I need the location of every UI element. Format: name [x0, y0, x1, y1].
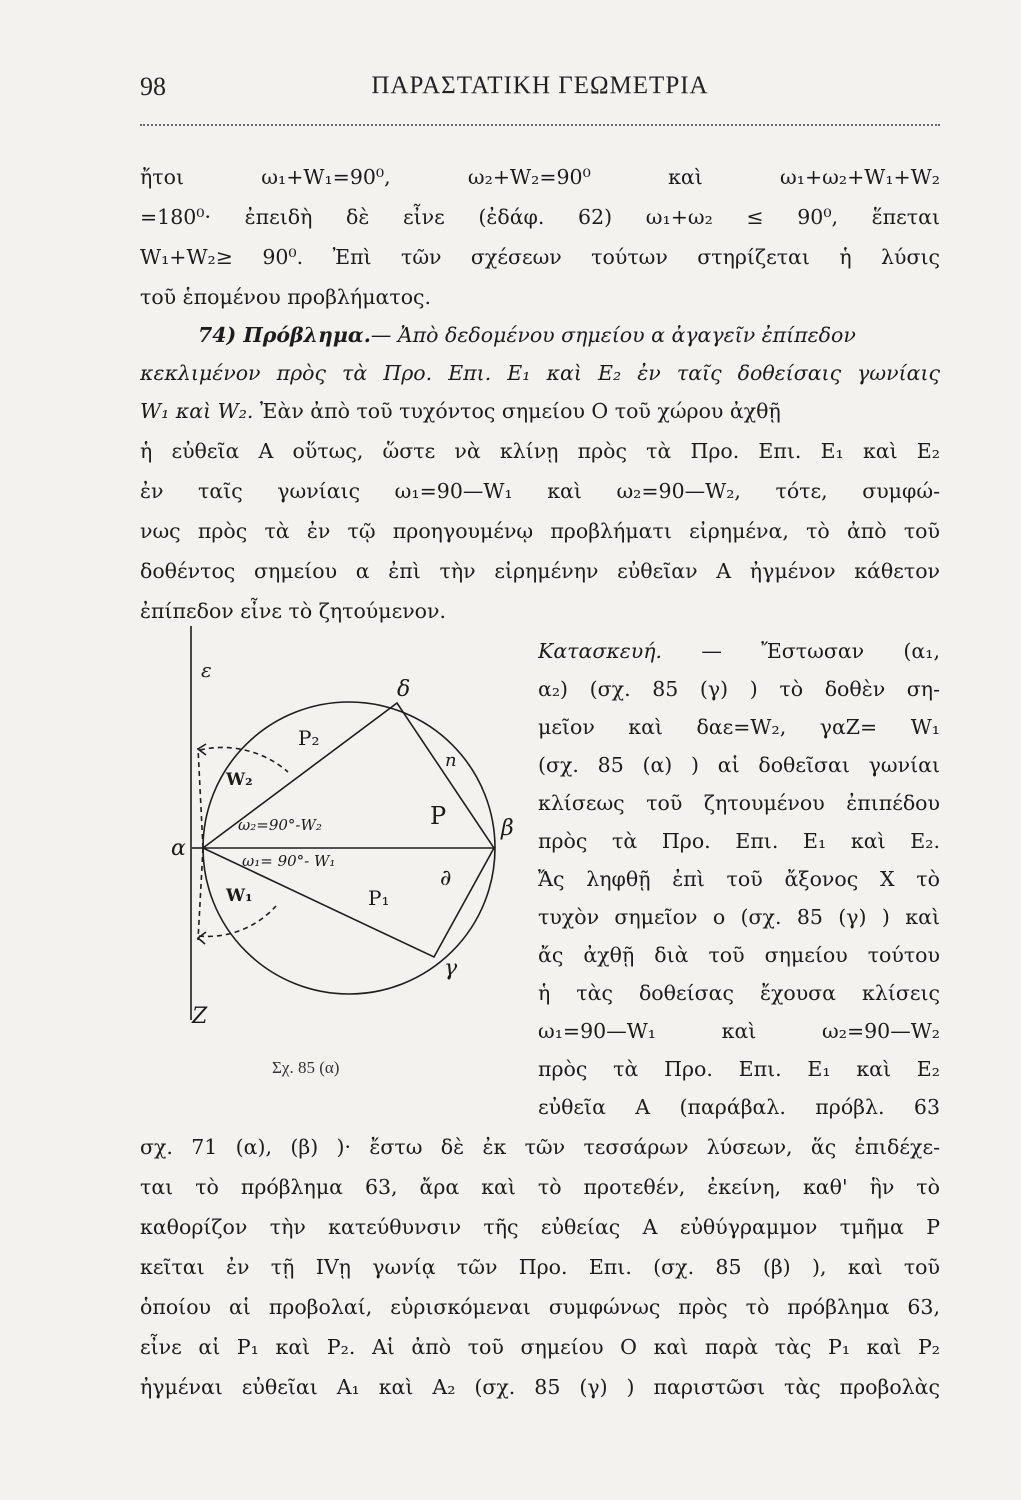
body-line: τοῦ ἑπομένου προβλήματος.	[140, 285, 432, 309]
label-w2: W₂	[226, 770, 253, 790]
arc	[199, 906, 276, 936]
body-line: εἶνε αἱ P₁ καὶ P₂. Αἱ ἀπὸ τοῦ σημείου Ο καὶ παρὰ τὰς P₁ καὶ P₂	[140, 1335, 940, 1359]
body-line: ἡ εὐθεῖα Α οὕτως, ὥστε νὰ κλίνῃ πρὸς τὰ Προ. Επι. E₁ καὶ E₂	[140, 439, 940, 463]
body-line: ται τὸ πρόβλημα 63, ἄρα καὶ τὸ προτεθέν, ἐκείνη, καθ' ἣν τὸ	[140, 1175, 940, 1199]
problem-heading: 74) Πρόβλημα.	[198, 323, 371, 347]
side-line: ἡ τὰς δοθείσας ἔχουσα κλίσεις	[538, 981, 940, 1005]
side-line: Ἄς ληφθῇ ἐπὶ τοῦ ἄξονος Χ τὸ	[538, 867, 940, 891]
dashed-line	[198, 748, 203, 848]
problem-text-end: W₁ καὶ W₂.	[140, 399, 254, 423]
side-line: εὐθεῖα Α (παράβαλ. πρόβλ. 63	[538, 1095, 940, 1119]
problem-line-mixed	[140, 394, 940, 428]
dashed-line	[198, 848, 203, 940]
side-line: α₂) (σχ. 85 (γ) ) τὸ δοθὲν ση-	[538, 677, 940, 701]
side-line: κλίσεως τοῦ ζητουμένου ἐπιπέδου	[538, 791, 940, 815]
label-alpha: α	[171, 836, 186, 861]
label-n: n	[445, 750, 457, 771]
label-epsilon: ε	[201, 658, 212, 682]
body-line: κεῖται ἐν τῇ IVῃ γωνίᾳ τῶν Προ. Επι. (σχ. 85 (β) ), καὶ τοῦ	[140, 1255, 940, 1279]
label-z: Z	[192, 1004, 208, 1029]
body-line: ἐπίπεδον εἶνε τὸ ζητούμενον.	[140, 599, 446, 623]
body-line: νως πρὸς τὰ ἐν τῷ προηγουμένῳ προβλήματι εἰρημένα, τὸ ἀπὸ τοῦ	[140, 519, 940, 543]
body-line: W₁+W₂≥ 90⁰. Ἐπὶ τῶν σχέσεων τούτων στηρίζεται ἡ λύσις	[140, 245, 940, 269]
body-line: καθορίζον τὴν κατεύθυνσιν τῆς εὐθείας Α εὐθύγραμμον τμῆμα P	[140, 1215, 940, 1239]
label-gamma: γ	[444, 956, 458, 981]
header-rule	[140, 124, 940, 126]
arrow	[198, 932, 206, 944]
problem-statement-line	[140, 318, 940, 352]
body-line: ἐν ταῖς γωνίαις ω₁=90—W₁ καὶ ω₂=90—W₂, τότε, συμφώ-	[140, 479, 940, 503]
side-line: (σχ. 85 (α) ) αἱ δοθεῖσαι γωνίαι	[538, 753, 940, 777]
body-line: =180⁰· ἐπειδὴ δὲ εἶνε (ἐδάφ. 62) ω₁+ω₂ ≤ 90⁰, ἕπεται	[140, 205, 940, 229]
body-text: Ἐὰν ἀπὸ τοῦ τυχόντος σημείου Ο τοῦ χώρου ἀχθῇ	[259, 399, 781, 423]
label-beta: β	[501, 816, 514, 841]
label-theta: ∂	[440, 866, 452, 891]
construction-text: — Ἔστωσαν (α₁,	[701, 639, 940, 663]
side-line: πρὸς τὰ Προ. Επι. E₁ καὶ E₂.	[538, 829, 940, 853]
side-line: ἄς ἀχθῇ διὰ τοῦ σημείου τούτου	[538, 943, 940, 967]
label-p2: P₂	[298, 726, 320, 750]
label-p1: P₁	[368, 886, 390, 910]
side-line: τυχὸν σημεῖον ο (σχ. 85 (γ) ) καὶ	[538, 905, 940, 929]
page-header	[140, 72, 940, 112]
arc	[200, 747, 288, 772]
label-omega2: ω₂=90°-W₂	[238, 816, 322, 834]
body-line: ἤτοι ω₁+W₁=90⁰, ω₂+W₂=90⁰ καὶ ω₁+ω₂+W₁+W₂	[140, 165, 940, 189]
running-title: ΠΑΡΑΣΤΑΤΙΚΗ ΓΕΩΜΕΤΡΙΑ	[371, 72, 709, 99]
label-w1: W₁	[226, 886, 253, 906]
side-line: πρὸς τὰ Προ. Επι. E₁ καὶ E₂	[538, 1057, 940, 1081]
figure-drawing	[168, 622, 538, 1082]
body-line: σχ. 71 (α), (β) )· ἔστω δὲ ἐκ τῶν τεσσάρων λύσεων, ἅς ἐπιδέχε-	[140, 1135, 940, 1159]
construction-line	[538, 634, 940, 668]
body-line: ἠγμέναι εὐθεῖαι Α₁ καὶ Α₂ (σχ. 85 (γ) ) παριστῶσι τὰς προβολὰς	[140, 1375, 940, 1399]
label-delta: δ	[397, 677, 411, 702]
figure-caption: Σχ. 85 (α)	[272, 1058, 340, 1077]
side-line: ω₁=90—W₁ καὶ ω₂=90—W₂	[538, 1019, 940, 1043]
body-line: δοθέντος σημείου α ἐπὶ τὴν εἰρημένην εὐθεῖαν Α ἠγμένον κάθετον	[140, 559, 940, 583]
label-p: P	[430, 802, 447, 830]
figure-85a	[168, 622, 538, 1082]
problem-text: — Ἀπὸ δεδομένου σημείου α ἀγαγεῖν ἐπίπεδον	[370, 323, 856, 347]
problem-line: κεκλιμένον πρὸς τὰ Προ. Επι. E₁ καὶ E₂ ἐν ταῖς δοθείσαις γωνίαις	[140, 361, 940, 385]
side-line: μεῖον καὶ δαε=W₂, γαZ= W₁	[538, 715, 940, 739]
page-number: 98	[140, 72, 166, 101]
body-line: ὁποίου αἱ προβολαί, εὑρισκόμεναι συμφώνως πρὸς τὸ πρόβλημα 63,	[140, 1295, 940, 1319]
construction-title: Κατασκευή.	[538, 639, 663, 663]
label-omega1: ω₁= 90°- W₁	[242, 852, 336, 870]
